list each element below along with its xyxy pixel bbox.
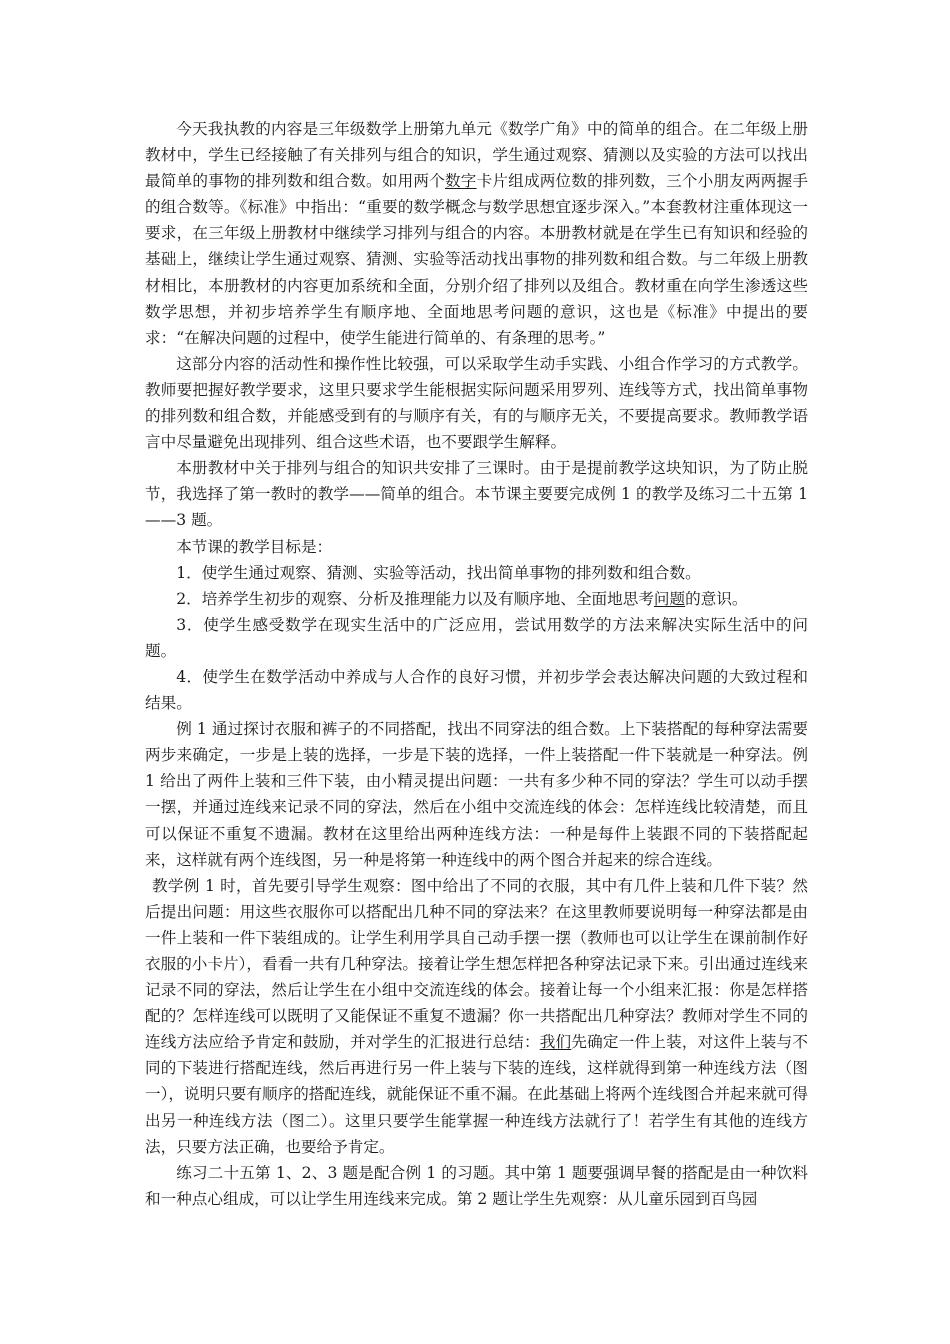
paragraph-text: 先确定一件上装，对这件上装与不同的下装进行搭配连线，然后再进行另一件上装与下装的连线，这样就得到第一种连线方法（图一），说明只要有顺序的搭配连线，就能保证不重不漏。在此基础上将两个连线图合并起来就可得出另一种连线方法（图二）。这里只要学生能掌握一种连线方法就行了！若学生有其他的连线方法，只要方法正确，也要给予肯定。 [145, 1033, 808, 1156]
paragraph-schedule: 本册教材中关于排列与组合的知识共安排了三课时。由于是提前教学这块知识，为了防止脱节，我选择了第一教时的教学——简单的组合。本节课主要要完成例 1 的教学及练习二十五第 1——3 题。 [145, 459, 808, 530]
goal-item-3: 3．使学生感受数学在现实生活中的广泛应用，尝试用数学的方法来解决实际生活中的问题。 [145, 615, 808, 660]
paragraph-text: 教学例 1 时，首先要引导学生观察：图中给出了不同的衣服，其中有几件上装和几件下装？然后提出问题：用这些衣服你可以搭配出几种不同的穿法来？在这里教师要说明每一种穿法都是由一件上装和一件下装组成的。让学生利用学具自己动手摆一摆（教师也可以让学生在课前制作好衣服的小卡片），看看一共有几种穿法。接着让学生想怎样把各种穿法记录下来。引出通过连线来记录不同的穿法，然后让学生在小组中交流连线的体会。接着让每一个小组来汇报：你是怎样搭配的？怎样连线可以既明了又能保证不重复不遗漏？你一共搭配出几种穿法？教师对学生不同的连线方法应给予肯定和鼓励，并对学生的汇报进行总结： [145, 876, 808, 1052]
paragraph-teaching [145, 873, 808, 1160]
goal-text: 2．培养学生初步的观察、分析及推理能力以及有顺序地、全面地思考 [176, 589, 654, 608]
goal-item-2 [145, 586, 808, 612]
paragraph-intro [145, 116, 808, 351]
paragraph-text: 今天我执教的内容是三年级数学上册第九单元《数学广角》中的简单的组合。在二年级上册教材中，学生已经接触了有关排列与组合的知识，学生通过观察、猜测以及实验的方法可以找出最简单的事物的排列数和组合数。如用两个 [145, 120, 808, 191]
paragraph-exercises: 练习二十五第 1、2、3 题是配合例 1 的习题。其中第 1 题要强调早餐的搭配是由一种饮料和一种点心组成，可以让学生用连线来完成。第 2 题让学生先观察：从儿童乐园到百鸟园 [145, 1163, 808, 1208]
goal-item-4: 4．使学生在数学活动中养成与人合作的良好习惯，并初步学会表达解决问题的大致过程和结果。 [145, 667, 808, 713]
goal-item-1: 1．使学生通过观察、猜测、实验等活动，找出简单事物的排列数和组合数。 [176, 563, 701, 582]
paragraph-activity: 这部分内容的活动性和操作性比较强，可以采取学生动手实践、小组合作学习的方式教学。教师要把握好教学要求，这里只要求学生能根据实际问题采用罗列、连线等方式，找出简单事物的排列数和组合数，并能感受到有的与顺序有关，有的与顺序无关，不要提高要求。教师教学语言中尽量避免出现排列、组合这些术语，也不要跟学生解释。 [145, 354, 808, 452]
paragraph-example: 例 1 通过探讨衣服和裤子的不同搭配，找出不同穿法的组合数。上下装搭配的每种穿法需要两步来确定，一步是上装的选择，一步是下装的选择，一件上装搭配一件下装就是一种穿法。例 1 给出了两件上装和三件下装，由小精灵提出问题：一共有多少种不同的穿法？学生可以动手摆一摆，并通过连线来记录不同的穿法，然后在小组中交流连线的体会：怎样连线比较清楚，而且可以保证不重复不遗漏。教材在这里给出两种连线方法：一种是每件上装跟不同的下装搭配起来，这样就有两个连线图，另一种是将第一种连线中的两个图合并起来的综合连线。 [145, 720, 808, 869]
link-we[interactable]: 我们 [539, 1033, 572, 1052]
paragraph-goals-heading: 本节课的教学目标是： [176, 537, 333, 556]
link-number[interactable]: 数字 [445, 172, 477, 191]
paragraph-text: 卡片组成两位数的排列数，三个小朋友两两握手的组合数等。《标准》中指出：“重要的数学概念与数学思想宜逐步深入。”本套教材注重体现这一要求，在三年级上册教材中继续学习排列与组合的内容。本册教材就是在学生已有知识和经验的基础上，继续让学生通过观察、猜测、实验等活动找出事物的排列数和组合数。与二年级上册教材相比，本册教材的内容更加系统和全面，分别介绍了排列以及组合。教材重在向学生渗透这些数学思想，并初步培养学生有顺序地、全面地思考问题的意识，这也是《标准》中提出的要求：“在解决问题的过程中，使学生能进行简单的、有条理的思考。” [145, 172, 808, 347]
document-body [145, 116, 808, 1212]
link-problem[interactable]: 问题 [653, 589, 686, 608]
goal-text: 的意识。 [685, 589, 748, 608]
